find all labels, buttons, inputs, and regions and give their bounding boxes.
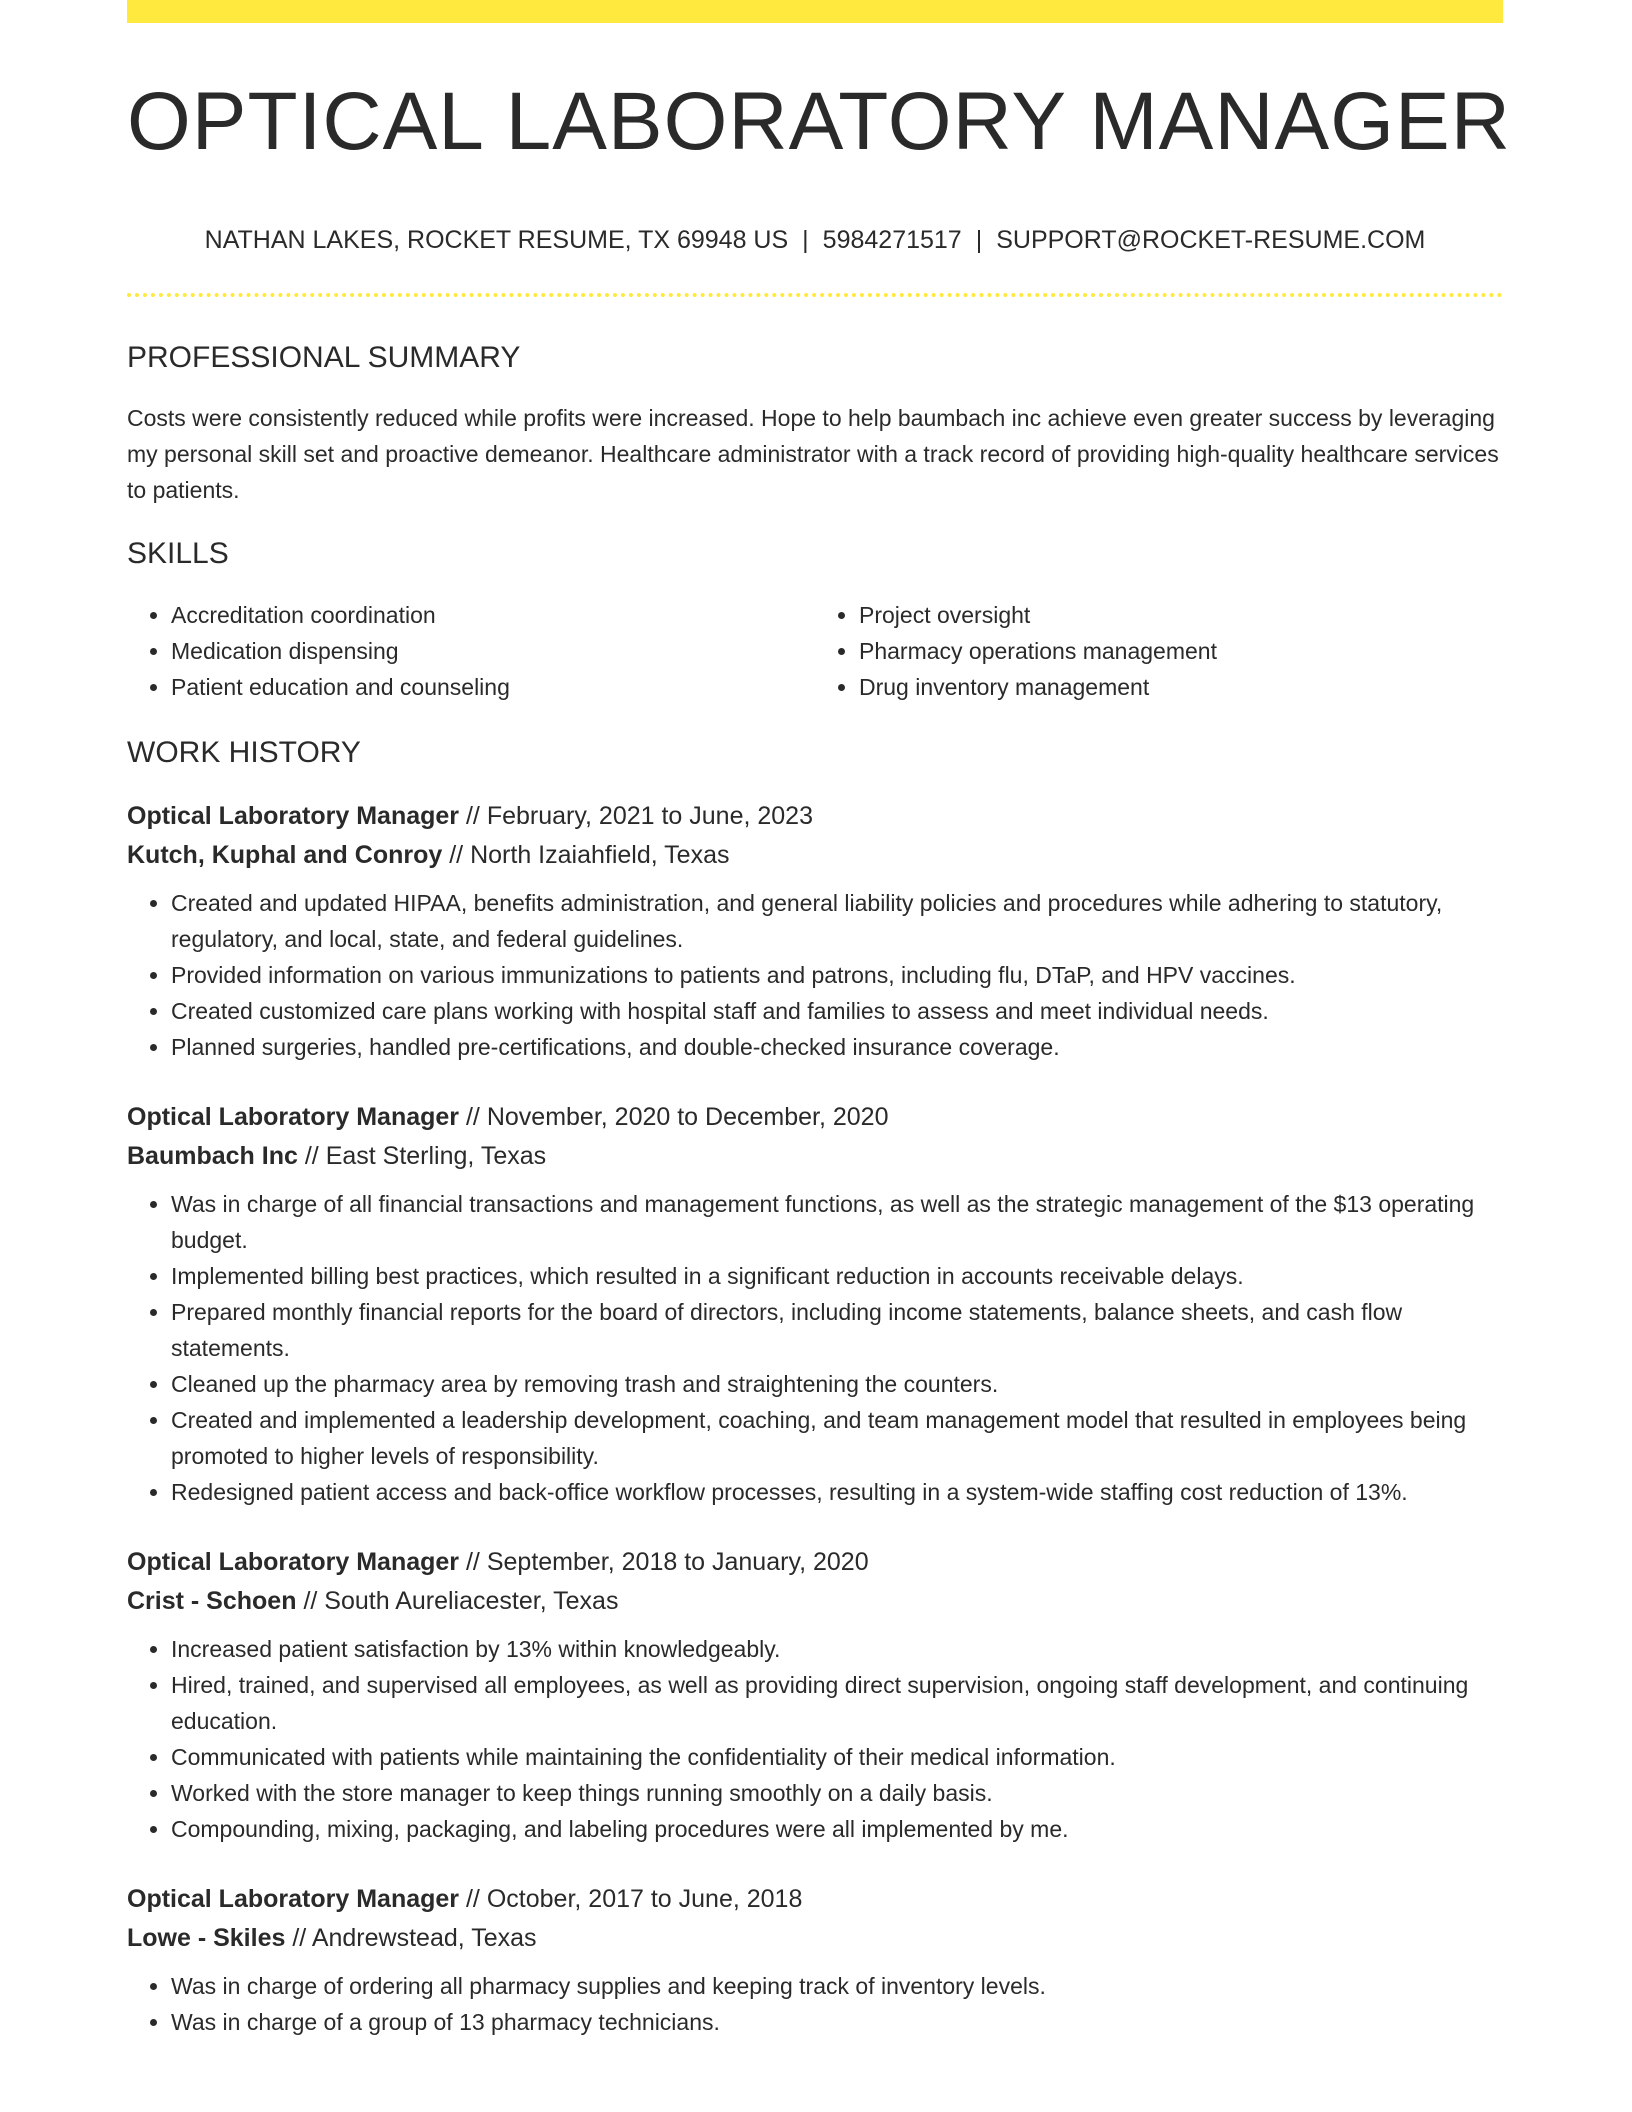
job-bullet: • Prepared monthly financial reports for the board of directors, including income statements, balance sheets, and cash flow statements. [171, 1294, 1503, 1366]
job-separator: // [465, 1548, 480, 1576]
contact-phone: 5984271517 [822, 226, 962, 254]
job-separator: // [303, 1587, 318, 1615]
contact-address: NATHAN LAKES, ROCKET RESUME, TX 69948 US [204, 226, 789, 254]
job-bullet: • Communicated with patients while maintaining the confidentiality of their medical information. [171, 1739, 1503, 1775]
job-bullet: • Created and updated HIPAA, benefits administration, and general liability policies and procedures while adhering to statutory, regulatory, and local, state, and federal guidelines. [171, 885, 1503, 957]
job-entry [127, 797, 1503, 1065]
job-bullet: • Created and implemented a leadership development, coaching, and team management model that resulted in employees being promoted to higher levels of responsibility. [171, 1402, 1503, 1474]
job-bullet: • Was in charge of a group of 13 pharmacy technicians. [171, 2004, 1503, 2040]
job-bullet: • Provided information on various immunizations to patients and patrons, including flu, DTaP, and HPV vaccines. [171, 957, 1503, 993]
job-bullet: • Planned surgeries, handled pre-certifications, and double-checked insurance coverage. [171, 1029, 1503, 1065]
summary-text: Costs were consistently reduced while profits were increased. Hope to help baumbach inc achieve even greater success by leveraging my personal skill set and proactive demeanor. Healthcare administrator with a track record of providing high-quality healthcare services to patients. [127, 405, 1499, 503]
job-bullet: • Created customized care plans working with hospital staff and families to assess and meet individual needs. [171, 993, 1503, 1029]
job-company: Lowe - Skiles [127, 1924, 286, 1952]
job-company-line [127, 1582, 1503, 1621]
skill-item: • Patient education and counseling [171, 669, 815, 705]
contact-separator: | [802, 226, 809, 254]
job-bullet: • Worked with the store manager to keep things running smoothly on a daily basis. [171, 1775, 1503, 1811]
job-entry [127, 1543, 1503, 1847]
job-separator: // [465, 802, 480, 830]
job-bullets [127, 885, 1503, 1065]
job-dates: November, 2020 to December, 2020 [486, 1103, 889, 1131]
skills-column-right [815, 597, 1503, 705]
job-company: Baumbach Inc [127, 1142, 298, 1170]
work-history-heading: WORK HISTORY [127, 736, 361, 769]
job-title-line [127, 1880, 1503, 1919]
job-bullet: • Redesigned patient access and back-office workflow processes, resulting in a system-wide staffing cost reduction of 13%. [171, 1474, 1503, 1510]
job-location: Andrewstead, Texas [311, 1924, 537, 1952]
job-separator: // [465, 1103, 480, 1131]
job-bullets [127, 1186, 1503, 1510]
job-bullets [127, 1631, 1503, 1847]
top-accent-bar [127, 0, 1503, 23]
skill-item: • Project oversight [859, 597, 1503, 633]
job-title: Optical Laboratory Manager [127, 1548, 460, 1576]
summary-heading: PROFESSIONAL SUMMARY [127, 341, 521, 374]
skill-item: • Accreditation coordination [171, 597, 815, 633]
job-location: North Izaiahfield, Texas [470, 841, 730, 869]
job-entry [127, 1880, 1503, 2040]
job-bullet: • Was in charge of all financial transactions and management functions, as well as the strategic management of the $13 operating budget. [171, 1186, 1503, 1258]
contact-line [127, 228, 1503, 253]
job-dates: September, 2018 to January, 2020 [486, 1548, 869, 1576]
job-bullets [127, 1968, 1503, 2040]
job-title: Optical Laboratory Manager [127, 802, 460, 830]
skills-column-left [127, 597, 815, 705]
contact-separator: | [975, 226, 983, 254]
job-entry [127, 1098, 1503, 1510]
job-separator: // [292, 1924, 307, 1952]
job-title: Optical Laboratory Manager [127, 1885, 460, 1913]
job-title-line [127, 1098, 1503, 1137]
skill-item: • Pharmacy operations management [859, 633, 1503, 669]
resume-page [127, 0, 1511, 2040]
job-bullet: • Was in charge of ordering all pharmacy supplies and keeping track of inventory levels. [171, 1968, 1503, 2004]
job-company-line [127, 1919, 1503, 1958]
job-bullet: • Hired, trained, and supervised all employees, as well as providing direct supervision, ongoing staff development, and continuing education. [171, 1667, 1503, 1739]
job-separator: // [449, 841, 464, 869]
job-title: Optical Laboratory Manager [127, 1103, 460, 1131]
job-location: East Sterling, Texas [325, 1142, 547, 1170]
skill-item: • Medication dispensing [171, 633, 815, 669]
resume-title: OPTICAL LABORATORY MANAGER [127, 76, 1511, 167]
skills-list [127, 597, 1503, 705]
job-dates: October, 2017 to June, 2018 [486, 1885, 803, 1913]
job-bullet: • Implemented billing best practices, which resulted in a significant reduction in accounts receivable delays. [171, 1258, 1503, 1294]
job-company: Kutch, Kuphal and Conroy [127, 841, 443, 869]
job-company: Crist - Schoen [127, 1587, 297, 1615]
dotted-divider [127, 293, 1503, 297]
job-location: South Aureliacester, Texas [324, 1587, 619, 1615]
skills-heading: SKILLS [127, 537, 229, 570]
skill-item: • Drug inventory management [859, 669, 1503, 705]
job-dates: February, 2021 to June, 2023 [486, 802, 813, 830]
job-bullet: • Compounding, mixing, packaging, and labeling procedures were all implemented by me. [171, 1811, 1503, 1847]
job-company-line [127, 836, 1503, 875]
job-bullet: • Increased patient satisfaction by 13% within knowledgeably. [171, 1631, 1503, 1667]
job-separator: // [304, 1142, 319, 1170]
job-separator: // [465, 1885, 480, 1913]
job-title-line [127, 797, 1503, 836]
job-company-line [127, 1137, 1503, 1176]
job-bullet: • Cleaned up the pharmacy area by removing trash and straightening the counters. [171, 1366, 1503, 1402]
job-title-line [127, 1543, 1503, 1582]
contact-email: SUPPORT@ROCKET-RESUME.COM [996, 226, 1426, 254]
